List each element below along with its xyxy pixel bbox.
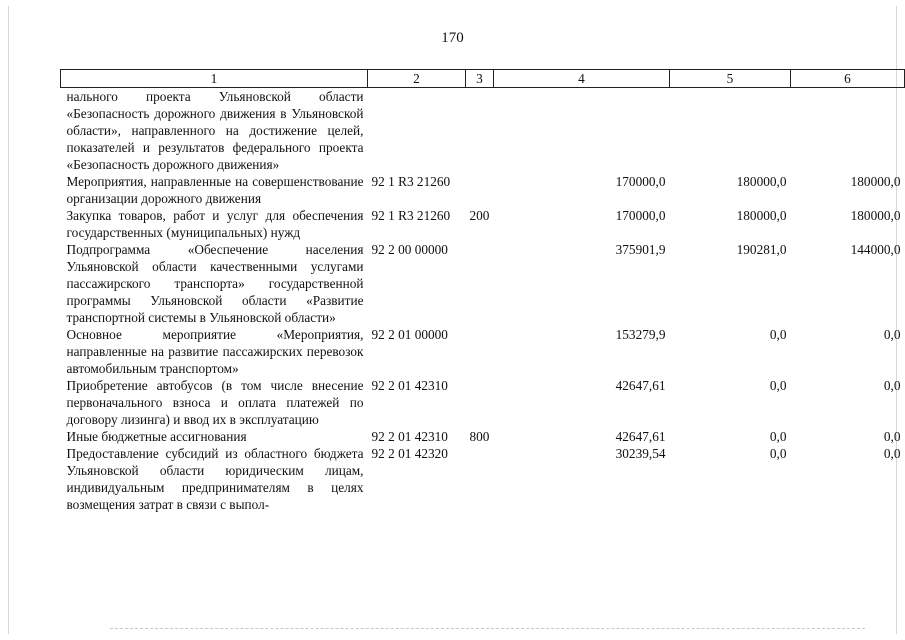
row-name: нального проекта Ульяновской области «Безопасность дорожного движения в Ульяновской области», направленного на достижение целей, показателей и результатов федерального проекта «Безопасность дорожного движения» bbox=[66, 89, 364, 172]
row-amount-1: 42647,61 bbox=[615, 429, 666, 444]
table-row bbox=[61, 445, 905, 513]
row-amount-2: 190281,0 bbox=[736, 242, 787, 257]
row-amount-2: 0,0 bbox=[769, 429, 787, 444]
row-amount-2: 0,0 bbox=[769, 378, 787, 393]
row-amount-3: 0,0 bbox=[883, 429, 901, 444]
row-amount-1: 170000,0 bbox=[615, 174, 666, 189]
row-amount-3: 180000,0 bbox=[850, 174, 901, 189]
table-row bbox=[61, 88, 905, 174]
scan-bottom-edge bbox=[110, 628, 865, 630]
row-name: Приобретение автобусов (в том числе внесение первоначального взноса и оплата платежей по договору лизинга) и ввод их в эксплуатацию bbox=[66, 378, 364, 427]
row-code: 92 2 01 42310 bbox=[371, 429, 448, 444]
row-name: Подпрограмма «Обеспечение населения Ульяновской области качественными услугами пассажирского транспорта» государственной программы Ульяновской области «Развитие транспортной системы в Ульяновской области» bbox=[66, 242, 364, 325]
row-amount-1: 42647,61 bbox=[615, 378, 666, 393]
table-row bbox=[61, 173, 905, 207]
scan-border-left bbox=[8, 6, 9, 634]
row-amount-2: 180000,0 bbox=[736, 208, 787, 223]
row-expense-type bbox=[466, 241, 494, 326]
table-row bbox=[61, 207, 905, 241]
header-col-5: 5 bbox=[670, 70, 791, 88]
row-amount-3: 180000,0 bbox=[850, 208, 901, 223]
row-name: Иные бюджетные ассигнования bbox=[66, 429, 247, 444]
row-amount-2: 0,0 bbox=[769, 446, 787, 461]
row-expense-type bbox=[466, 88, 494, 174]
row-amount-3: 144000,0 bbox=[850, 242, 901, 257]
row-expense-type bbox=[466, 173, 494, 207]
row-expense-type: 200 bbox=[469, 208, 490, 223]
row-amount-1: 375901,9 bbox=[615, 242, 666, 257]
row-expense-type bbox=[466, 445, 494, 513]
row-code bbox=[368, 88, 466, 174]
row-amount-3: 0,0 bbox=[883, 446, 901, 461]
budget-table bbox=[60, 69, 905, 513]
row-code: 92 1 R3 21260 bbox=[371, 208, 451, 223]
row-amount-1: 153279,9 bbox=[615, 327, 666, 342]
row-amount-2 bbox=[670, 88, 791, 174]
table-row bbox=[61, 326, 905, 377]
row-expense-type bbox=[466, 326, 494, 377]
row-amount-1 bbox=[494, 88, 670, 174]
row-amount-1: 170000,0 bbox=[615, 208, 666, 223]
row-name: Основное мероприятие «Мероприятия, направленные на развитие пассажирских перевозок автомобильным транспортом» bbox=[66, 327, 364, 376]
table-row bbox=[61, 428, 905, 445]
table-row bbox=[61, 241, 905, 326]
header-col-2: 2 bbox=[368, 70, 466, 88]
row-amount-3: 0,0 bbox=[883, 378, 901, 393]
row-code: 92 2 01 00000 bbox=[371, 327, 448, 342]
row-name: Предоставление субсидий из областного бюджета Ульяновской области юридическим лицам, индивидуальным предпринимателям в целях возмещения затрат в связи с выпол- bbox=[66, 446, 364, 512]
row-code: 92 2 01 42320 bbox=[371, 446, 448, 461]
row-amount-1: 30239,54 bbox=[615, 446, 666, 461]
row-code: 92 2 00 00000 bbox=[371, 242, 448, 257]
row-amount-2: 0,0 bbox=[769, 327, 787, 342]
page-number: 170 bbox=[441, 30, 464, 46]
header-col-4: 4 bbox=[494, 70, 670, 88]
row-amount-3: 0,0 bbox=[883, 327, 901, 342]
row-amount-2: 180000,0 bbox=[736, 174, 787, 189]
header-col-3: 3 bbox=[466, 70, 494, 88]
table-header-row bbox=[61, 70, 905, 88]
row-name: Закупка товаров, работ и услуг для обеспечения государственных (муниципальных) нужд bbox=[66, 208, 364, 240]
row-expense-type bbox=[466, 377, 494, 428]
row-code: 92 2 01 42310 bbox=[371, 378, 448, 393]
header-col-6: 6 bbox=[791, 70, 905, 88]
header-col-1: 1 bbox=[61, 70, 368, 88]
row-expense-type: 800 bbox=[469, 429, 490, 444]
table-row bbox=[61, 377, 905, 428]
row-name: Мероприятия, направленные на совершенствование организации дорожного движения bbox=[66, 174, 364, 206]
row-code: 92 1 R3 21260 bbox=[371, 174, 451, 189]
row-amount-3 bbox=[791, 88, 905, 174]
